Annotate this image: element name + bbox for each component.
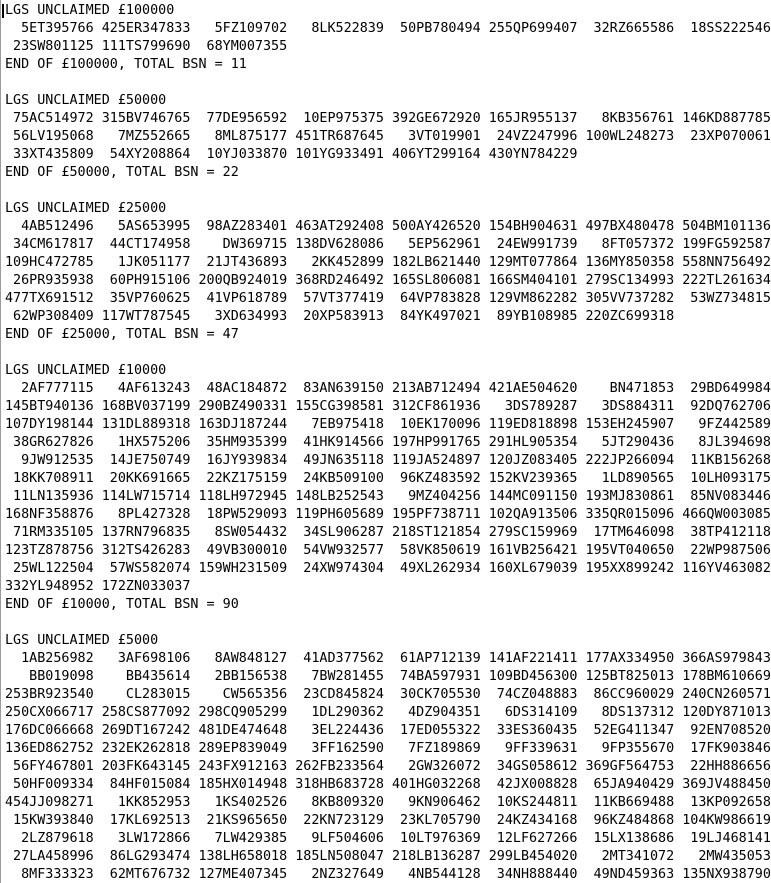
bond-row: 56FY467801 203FK643145 243FX912163 262FB233564 2GW326072 34GS058612 369GF564753 22HH886656: [5, 759, 771, 774]
section-title: LGS UNCLAIMED £10000: [5, 363, 167, 378]
bond-row: 71RM335105 137RN796835 8SW054432 34SL906287 218ST121854 279SC159969 17TM646098 38TP412118: [5, 525, 771, 540]
bond-row: 23SW801125 111TS799690 68YM007355: [5, 39, 288, 54]
bond-row: 38GR627826 1HX575206 35HM935399 41HK914566 197HP991765 291HL905354 5JT290436 8JL394698: [5, 435, 771, 450]
bond-row: 1AB256982 3AF698106 8AW848127 41AD377562 61AP712139 141AF221411 177AX334950 366AS979843: [5, 651, 771, 666]
bond-row: 27LA458996 86LG293474 138LH658018 185LN508047 218LB136287 299LB454020 2MT341072 2MW435053: [5, 849, 771, 864]
bond-row: 15KW393840 17KL692513 21KS965650 22KN723129 23KL705790 24KZ434168 96KZ484868 104KW986619: [5, 813, 771, 828]
bond-row: 62WP308409 117WT787545 3XD634993 20XP583913 84YK497021 89YB108985 220ZC699318: [5, 309, 675, 324]
bond-row: 477TX691512 35VP760625 41VP618789 57VT377419 64VP783828 129VM862282 305VV737282 53WZ734815: [5, 291, 771, 306]
section-footer: END OF £10000, TOTAL BSN = 90: [5, 597, 239, 612]
bond-row: 26PR935938 60PH915106 200QB924019 368RD246492 165SL806081 166SM404101 279SC134993 222TL261634: [5, 273, 771, 288]
bond-section-4: [5, 632, 771, 883]
bond-row: 109HC472785 1JK051177 21JT436893 2KK452899 182LB621440 129MT077864 136MY850358 558NN756492: [5, 255, 771, 270]
section-footer: END OF £25000, TOTAL BSN = 47: [5, 327, 239, 342]
bond-section-1: [5, 92, 771, 182]
bond-row: 33XT435809 54XY208864 10YJ033870 101YG933491 406YT299164 430YN784229: [5, 147, 578, 162]
bond-row: 34CM617817 44CT174958 DW369715 138DV628086 5EP562961 24EW991739 8FT057372 199FG592587: [5, 237, 771, 252]
bond-row: BB019098 BB435614 2BB156538 7BW281455 74BA597931 109BD456300 125BT825013 178BM610669: [5, 669, 771, 684]
bond-row: 8MF333323 62MT676732 127ME407345 2NZ327649 4NB544128 34NH888440 49ND459363 135NX938790: [5, 867, 771, 882]
bond-row: 56LV195068 7MZ552665 8ML875177 451TR687645 3VT019901 24VZ247996 100WL248273 23XP070061: [5, 129, 771, 144]
bond-row: 4AB512496 5AS653995 98AZ283401 463AT292408 500AY426520 154BH904631 497BX480478 504BM101136: [5, 219, 771, 234]
bond-listing-text-area[interactable]: [5, 2, 771, 883]
bond-row: 250CX066717 258CS877092 298CQ905299 1DL290362 4DZ904351 6DS314109 8DS137312 120DY871013: [5, 705, 771, 720]
bond-row: 107DY198144 131DL889318 163DJ187244 7EB975418 10EK170096 119ED818898 153EH245907 9FZ442589: [5, 417, 771, 432]
bond-section-0: [5, 2, 771, 74]
bond-row: 11LN135936 114LW715714 118LH972945 148LB252543 9MZ404256 144MC091150 193MJ830861 85NV083446: [5, 489, 771, 504]
bond-row: 75AC514972 315BV746765 77DE956592 10EP975375 392GE672920 165JR955137 8KB356761 146KD887785: [5, 111, 771, 126]
bond-row: 332YL948952 172ZN033037: [5, 579, 191, 594]
bond-row: 123TZ878756 312TS426283 49VB300010 54VW932577 58VK850619 161VB256421 195VT040650 22WP987506: [5, 543, 771, 558]
bond-row: 18KK708911 20KK691665 22KZ175159 24KB509100 96KZ483592 152KV239365 1LD890565 10LH093175: [5, 471, 771, 486]
bond-row: 145BT940136 168BV037199 290BZ490331 155CG398581 312CF861936 3DS789287 3DS884311 92DQ762706: [5, 399, 771, 414]
bond-row: 25WL122504 57WS582074 159WH231509 24XW974304 49XL262934 160XL679039 195XX899242 116YV463082: [5, 561, 771, 576]
bond-row: 2AF777115 4AF613243 48AC184872 83AN639150 213AB712494 421AE504620 BN471853 29BD649984: [5, 381, 771, 396]
bond-row: 176DC066668 269DT167242 481DE474648 3EL224436 17ED055322 33ES360435 52EG411347 92EN708520: [5, 723, 771, 738]
bond-row: 5ET395766 425ER347833 5FZ109702 8LK522839 50PB780494 255QP699407 32RZ665586 18SS222546: [5, 21, 771, 36]
bond-row: 168NF358876 8PL427328 18PW529093 119PH605689 195PF738711 102QA913506 335QR015096 466QW003085: [5, 507, 771, 522]
bond-row: 2LZ879618 3LW172866 7LW429385 9LF504606 10LT976369 12LF627266 15LX138686 19LJ468141: [5, 831, 771, 846]
section-footer: END OF £100000, TOTAL BSN = 11: [5, 57, 247, 72]
bond-section-3: [5, 362, 771, 614]
section-title: LGS UNCLAIMED £50000: [5, 93, 167, 108]
section-title: LGS UNCLAIMED £25000: [5, 201, 167, 216]
text-cursor: [2, 4, 4, 18]
section-title: LGS UNCLAIMED £5000: [5, 633, 159, 648]
bond-row: 50HF009334 84HF015084 185HX014948 318HB683728 401HG032268 42JX008828 65JA940429 369JV488450: [5, 777, 771, 792]
section-footer: END OF £50000, TOTAL BSN = 22: [5, 165, 239, 180]
bond-row: 253BR923540 CL283015 CW565356 23CD845824 30CK705530 74CZ048883 86CC960029 240CN260571: [5, 687, 771, 702]
bond-row: 9JW912535 14JE750749 16JY939834 49JN635118 119JA524897 120JZ083405 222JP266094 11KB156268: [5, 453, 771, 468]
bond-row: 136ED862752 232EK262818 289EP839049 3FF162590 7FZ189869 9FF339631 9FP355670 17FK903846: [5, 741, 771, 756]
bond-section-2: [5, 200, 771, 344]
section-title: LGS UNCLAIMED £100000: [5, 3, 175, 18]
bond-row: 454JJ098271 1KK852953 1KS402526 8KB809320 9KN906462 10KS244811 11KB669488 13KP092658: [5, 795, 771, 810]
